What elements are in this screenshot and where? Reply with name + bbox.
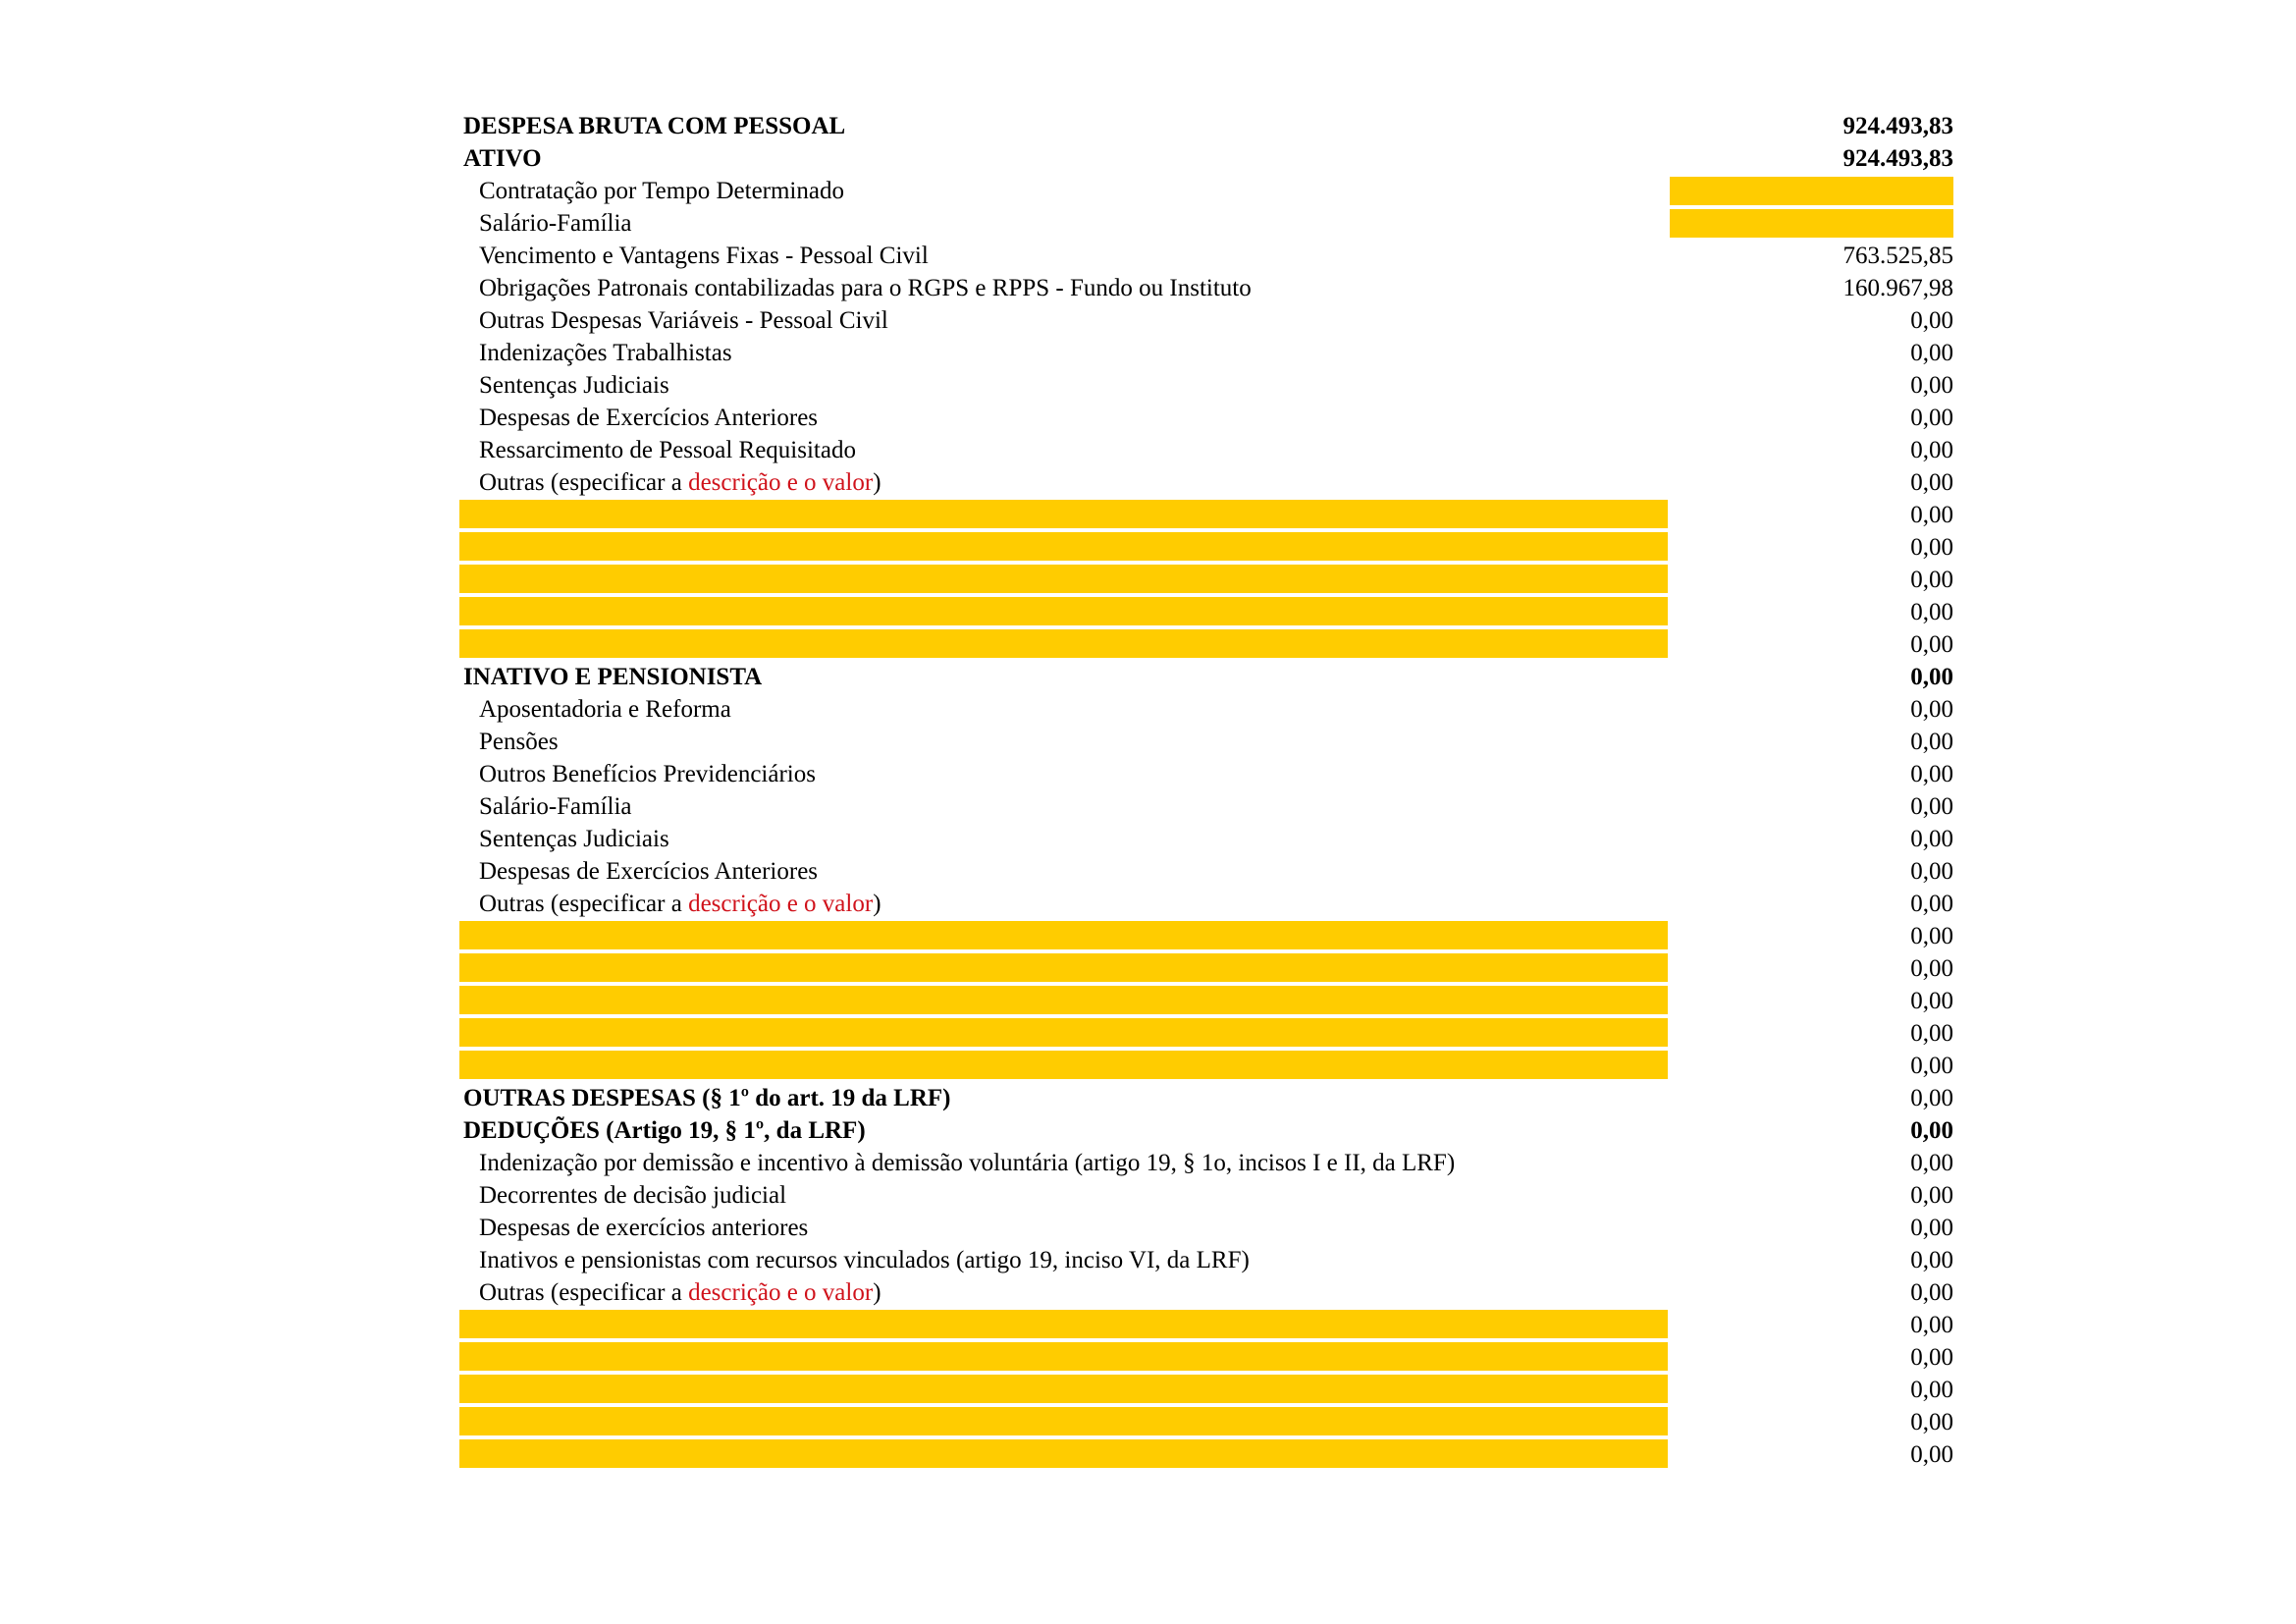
row-value: 924.493,83 (1842, 145, 1953, 172)
description-input-cell[interactable] (459, 1375, 1668, 1403)
table-row (459, 1212, 1953, 1244)
row-label: Salário-Família (479, 793, 632, 820)
row-value: 0,00 (1910, 664, 1953, 690)
table-row (459, 142, 1953, 175)
row-label: Inativos e pensionistas com recursos vinculados (artigo 19, inciso VI, da LRF) (479, 1247, 1250, 1273)
table-row (459, 952, 1953, 985)
table-row (459, 564, 1953, 596)
row-value: 0,00 (1910, 1053, 1953, 1079)
table-row (459, 1341, 1953, 1374)
row-value: 0,00 (1910, 631, 1953, 658)
section-heading: ATIVO (463, 145, 542, 172)
description-input-cell[interactable] (459, 953, 1668, 982)
table-row (459, 661, 1953, 693)
row-label: Sentenças Judiciais (479, 372, 669, 399)
row-value: 924.493,83 (1842, 113, 1953, 139)
table-row (459, 920, 1953, 952)
row-value: 0,00 (1910, 1182, 1953, 1209)
table-row (459, 1406, 1953, 1438)
other-instruction: descrição e o valor (688, 469, 874, 496)
row-value: 0,00 (1910, 307, 1953, 334)
other-suffix: ) (873, 1279, 881, 1306)
table-row (459, 1244, 1953, 1276)
table-row (459, 1082, 1953, 1114)
description-input-cell[interactable] (459, 1310, 1668, 1338)
table-row (459, 531, 1953, 564)
table-row (459, 304, 1953, 337)
row-value: 0,00 (1910, 1117, 1953, 1144)
table-row (459, 628, 1953, 661)
table-row (459, 369, 1953, 402)
row-value: 0,00 (1910, 858, 1953, 885)
description-input-cell[interactable] (459, 629, 1668, 658)
description-input-cell[interactable] (459, 1439, 1668, 1468)
table-row (459, 693, 1953, 726)
section-heading: INATIVO E PENSIONISTA (463, 664, 763, 690)
table-row (459, 1276, 1953, 1309)
row-value: 0,00 (1910, 469, 1953, 496)
row-value: 0,00 (1910, 923, 1953, 949)
table-row (459, 434, 1953, 466)
row-label: Salário-Família (479, 210, 632, 237)
description-input-cell[interactable] (459, 532, 1668, 561)
row-label: Outras Despesas Variáveis - Pessoal Civil (479, 307, 888, 334)
table-row (459, 758, 1953, 790)
other-instruction: descrição e o valor (688, 891, 874, 917)
row-value: 0,00 (1910, 567, 1953, 593)
row-value: 0,00 (1910, 372, 1953, 399)
row-value: 0,00 (1910, 1409, 1953, 1435)
table-row (459, 1374, 1953, 1406)
row-label-other (479, 1276, 881, 1309)
other-instruction: descrição e o valor (688, 1279, 874, 1306)
row-label: Indenização por demissão e incentivo à demissão voluntária (artigo 19, § 1o, incisos I e II, da LRF) (479, 1150, 1456, 1176)
description-input-cell[interactable] (459, 500, 1668, 528)
table-row (459, 855, 1953, 888)
row-value: 0,00 (1910, 729, 1953, 755)
table-row (459, 1114, 1953, 1147)
row-value: 0,00 (1910, 988, 1953, 1014)
table-row (459, 1050, 1953, 1082)
table-row (459, 207, 1953, 240)
row-label: Vencimento e Vantagens Fixas - Pessoal Civil (479, 243, 929, 269)
row-label: Outros Benefícios Previdenciários (479, 761, 816, 787)
section-heading: OUTRAS DESPESAS (§ 1º do art. 19 da LRF) (463, 1085, 951, 1111)
table-row (459, 337, 1953, 369)
table-row (459, 985, 1953, 1017)
table-row (459, 1017, 1953, 1050)
row-label: Aposentadoria e Reforma (479, 696, 731, 723)
other-suffix: ) (873, 891, 881, 917)
table-row (459, 499, 1953, 531)
description-input-cell[interactable] (459, 1018, 1668, 1047)
row-label: Indenizações Trabalhistas (479, 340, 732, 366)
row-label: Decorrentes de decisão judicial (479, 1182, 787, 1209)
table-row (459, 1179, 1953, 1212)
row-value: 0,00 (1910, 1312, 1953, 1338)
description-input-cell[interactable] (459, 565, 1668, 593)
expense-table (459, 110, 1953, 1471)
row-value: 0,00 (1910, 1247, 1953, 1273)
row-label: Obrigações Patronais contabilizadas para o RGPS e RPPS - Fundo ou Instituto (479, 275, 1252, 301)
table-row (459, 726, 1953, 758)
other-suffix: ) (873, 469, 881, 496)
row-label: Contratação por Tempo Determinado (479, 178, 844, 204)
row-value: 0,00 (1910, 1085, 1953, 1111)
table-row (459, 1438, 1953, 1471)
value-input-cell[interactable] (1670, 177, 1953, 205)
row-value: 0,00 (1910, 1020, 1953, 1047)
row-value: 0,00 (1910, 502, 1953, 528)
table-row (459, 1147, 1953, 1179)
row-label: Despesas de Exercícios Anteriores (479, 405, 819, 431)
row-label: Despesas de Exercícios Anteriores (479, 858, 819, 885)
description-input-cell[interactable] (459, 1407, 1668, 1435)
section-heading: DESPESA BRUTA COM PESSOAL (463, 113, 846, 139)
row-value: 0,00 (1910, 955, 1953, 982)
description-input-cell[interactable] (459, 986, 1668, 1014)
row-value: 0,00 (1910, 826, 1953, 852)
row-value: 0,00 (1910, 1215, 1953, 1241)
row-label-other (479, 888, 881, 920)
other-prefix: Outras (especificar a (479, 891, 689, 917)
table-row (459, 888, 1953, 920)
table-row (459, 175, 1953, 207)
row-label: Pensões (479, 729, 559, 755)
row-value: 0,00 (1910, 696, 1953, 723)
row-value: 0,00 (1910, 891, 1953, 917)
row-value: 0,00 (1910, 1150, 1953, 1176)
row-value: 0,00 (1910, 793, 1953, 820)
table-row (459, 596, 1953, 628)
description-input-cell[interactable] (459, 921, 1668, 949)
table-row (459, 823, 1953, 855)
row-value: 763.525,85 (1842, 243, 1953, 269)
row-label: Ressarcimento de Pessoal Requisitado (479, 437, 856, 463)
row-value: 0,00 (1910, 340, 1953, 366)
row-value: 0,00 (1910, 437, 1953, 463)
row-label: Sentenças Judiciais (479, 826, 669, 852)
table-row (459, 272, 1953, 304)
table-row (459, 1309, 1953, 1341)
other-prefix: Outras (especificar a (479, 1279, 689, 1306)
row-label: Despesas de exercícios anteriores (479, 1215, 809, 1241)
description-input-cell[interactable] (459, 1051, 1668, 1079)
row-value: 0,00 (1910, 405, 1953, 431)
section-heading: DEDUÇÕES (Artigo 19, § 1º, da LRF) (463, 1117, 866, 1144)
row-value: 0,00 (1910, 1441, 1953, 1468)
value-input-cell[interactable] (1670, 209, 1953, 238)
table-row (459, 790, 1953, 823)
row-value: 0,00 (1910, 1377, 1953, 1403)
row-label-other (479, 466, 881, 499)
row-value: 0,00 (1910, 1344, 1953, 1371)
row-value: 0,00 (1910, 761, 1953, 787)
table-row (459, 402, 1953, 434)
row-value: 0,00 (1910, 599, 1953, 625)
table-row (459, 240, 1953, 272)
description-input-cell[interactable] (459, 1342, 1668, 1371)
table-row (459, 466, 1953, 499)
table-row (459, 110, 1953, 142)
row-value: 0,00 (1910, 534, 1953, 561)
row-value: 0,00 (1910, 1279, 1953, 1306)
row-value: 160.967,98 (1842, 275, 1953, 301)
description-input-cell[interactable] (459, 597, 1668, 625)
other-prefix: Outras (especificar a (479, 469, 689, 496)
